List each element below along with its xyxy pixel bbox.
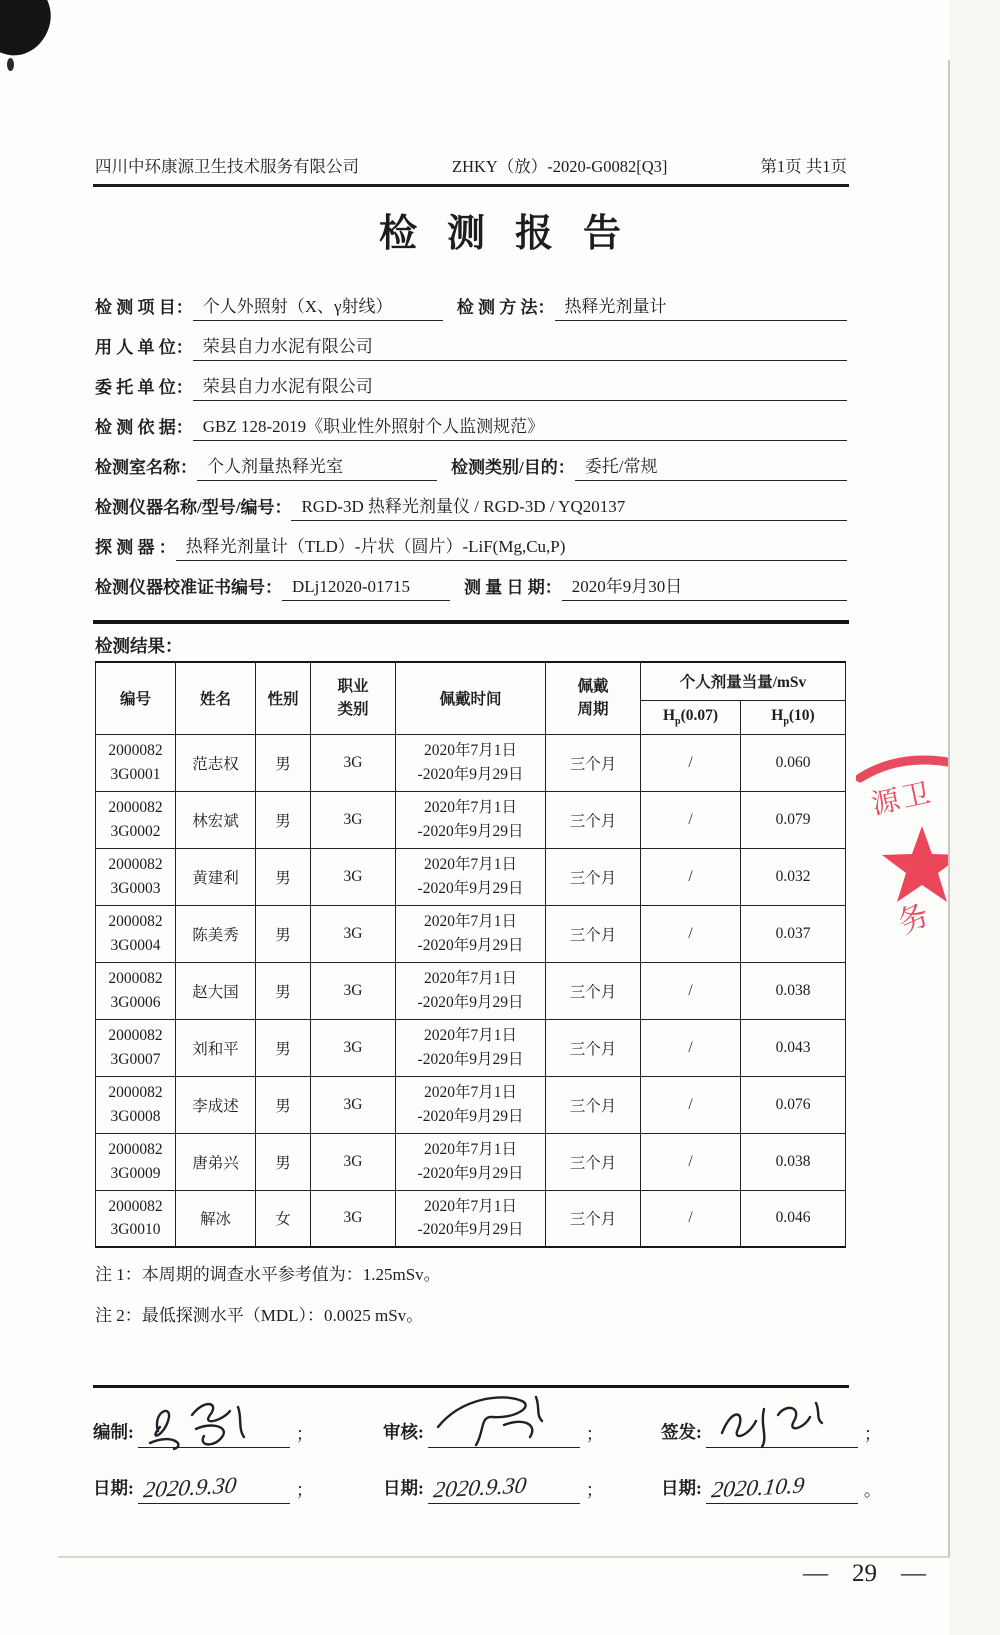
badge-id-line1: 2000082	[108, 1084, 163, 1102]
cell-wear-time	[396, 1019, 546, 1076]
test-method-label: 检 测 方 法：	[456, 298, 555, 317]
badge-id-line2: 3G0008	[110, 1107, 161, 1125]
report-number: ZHKY（放）-2020-G0082[Q3]	[451, 157, 668, 176]
col-header-id: 编号	[96, 662, 176, 734]
cell-wear-period: 三个月	[546, 1019, 641, 1076]
cell-job-category: 3G	[311, 1133, 396, 1190]
table-row	[96, 905, 846, 962]
prepared-by-separator: ；	[295, 1424, 314, 1444]
signature-issued	[710, 1393, 840, 1451]
badge-id-line1: 2000082	[108, 856, 163, 874]
cell-hp007: /	[641, 791, 741, 848]
company-seal-stamp	[856, 750, 948, 940]
cell-badge-id	[96, 1019, 176, 1076]
cell-hp10: 0.043	[741, 1019, 846, 1076]
header-divider	[93, 184, 849, 187]
note-1: 注 1：本周期的调查水平参考值为：1.25mSv。	[95, 1265, 441, 1284]
report-info-form	[95, 281, 847, 601]
wear-time-line1: 2020年7月1日	[423, 913, 517, 931]
document-header	[95, 153, 847, 177]
form-row	[95, 321, 847, 361]
results-table-body	[96, 734, 846, 1247]
employer-label: 用 人 单 位：	[95, 338, 193, 357]
issued-date-line	[706, 1458, 858, 1504]
wear-time-line2: -2020年9月29日	[417, 879, 524, 897]
hp-subscript: p	[675, 716, 681, 728]
cell-gender: 女	[256, 1190, 311, 1247]
cell-hp007: /	[641, 848, 741, 905]
results-table-header	[96, 662, 846, 734]
badge-id-line1: 2000082	[108, 1141, 163, 1159]
wear-time-line2: -2020年9月29日	[417, 1221, 524, 1239]
test-item-value: 个人外照射（X、γ射线）	[193, 292, 443, 321]
cell-name: 林宏斌	[176, 791, 256, 848]
badge-id-line1: 2000082	[108, 742, 163, 760]
table-row	[96, 962, 846, 1019]
cell-hp10: 0.060	[741, 734, 846, 791]
seal-arc	[860, 760, 948, 778]
hp007-arg: (0.07)	[680, 706, 719, 724]
test-basis-value: GBZ 128-2019《职业性外照射个人监测规范》	[193, 412, 847, 441]
badge-id-line2: 3G0006	[110, 993, 161, 1011]
cell-hp007: /	[641, 905, 741, 962]
cell-name: 解冰	[176, 1190, 256, 1247]
reviewed-by-block	[383, 1402, 661, 1448]
wear-time-line2: -2020年9月29日	[417, 765, 524, 783]
badge-id-line2: 3G0002	[110, 822, 161, 840]
form-row	[95, 481, 847, 521]
seal-text-fragment-1: 源卫	[869, 777, 937, 821]
cell-wear-period: 三个月	[546, 1076, 641, 1133]
instrument-label: 检测仪器名称/型号/编号：	[95, 498, 292, 517]
cell-gender: 男	[256, 1076, 311, 1133]
hp-subscript: p	[783, 716, 789, 728]
client-label: 委 托 单 位：	[95, 378, 193, 397]
badge-id-line2: 3G0007	[110, 1050, 161, 1068]
cell-name: 李成述	[176, 1076, 256, 1133]
detector-value: 热释光剂量计（TLD）-片状（圆片）-LiF(Mg,Cu,P)	[176, 532, 847, 561]
instrument-value: RGD-3D 热释光剂量仪 / RGD-3D / YQ20137	[291, 492, 847, 521]
badge-id-line2: 3G0010	[110, 1221, 161, 1239]
prepared-date-label: 日期:	[93, 1478, 134, 1498]
results-table	[95, 661, 846, 1248]
cell-name: 唐弟兴	[176, 1133, 256, 1190]
badge-id-line2: 3G0009	[110, 1164, 161, 1182]
signature-divider	[93, 1385, 849, 1388]
cell-badge-id	[96, 734, 176, 791]
cell-gender: 男	[256, 1019, 311, 1076]
cell-wear-time	[396, 962, 546, 1019]
col-header-job	[311, 662, 396, 734]
signature-reviewed	[432, 1393, 562, 1451]
badge-id-line1: 2000082	[108, 970, 163, 988]
cell-wear-time	[396, 1076, 546, 1133]
cell-wear-time	[396, 791, 546, 848]
cell-badge-id	[96, 848, 176, 905]
scan-speck	[7, 58, 14, 71]
cell-wear-period: 三个月	[546, 734, 641, 791]
col-header-hp10	[741, 700, 846, 734]
cell-job-category: 3G	[311, 962, 396, 1019]
reviewed-by-separator: ；	[585, 1424, 604, 1444]
reviewed-by-signature-line	[428, 1402, 580, 1448]
table-row	[96, 791, 846, 848]
col-header-job-line1: 职业	[337, 678, 369, 695]
prepared-date-line	[138, 1458, 290, 1504]
badge-id-line2: 3G0001	[110, 765, 161, 783]
reviewed-date-line	[428, 1458, 580, 1504]
prepared-date-value: 2020.9.30	[141, 1472, 238, 1503]
col-header-period-line1: 佩戴	[577, 678, 609, 695]
issued-by-label: 签发:	[661, 1422, 702, 1442]
wear-time-line1: 2020年7月1日	[423, 742, 517, 760]
cell-job-category: 3G	[311, 905, 396, 962]
cell-wear-time	[396, 1190, 546, 1247]
cell-badge-id	[96, 791, 176, 848]
section-divider-thick	[93, 620, 849, 624]
reviewed-date-value: 2020.9.30	[431, 1472, 528, 1503]
book-page-number	[803, 1560, 926, 1588]
cell-gender: 男	[256, 1133, 311, 1190]
table-row	[96, 1076, 846, 1133]
wear-time-line1: 2020年7月1日	[423, 970, 517, 988]
company-name: 四川中环康源卫生技术服务有限公司	[95, 157, 359, 176]
wear-time-line2: -2020年9月29日	[417, 1050, 524, 1068]
cell-badge-id	[96, 1076, 176, 1133]
cell-gender: 男	[256, 905, 311, 962]
reviewed-by-label: 审核:	[383, 1422, 424, 1442]
prepared-date-block	[93, 1458, 383, 1504]
wear-time-line2: -2020年9月29日	[417, 1107, 524, 1125]
cell-job-category: 3G	[311, 734, 396, 791]
employer-value: 荣县自力水泥有限公司	[193, 332, 847, 361]
issued-date-label: 日期:	[661, 1478, 702, 1498]
cell-hp10: 0.038	[741, 962, 846, 1019]
form-row	[95, 561, 847, 601]
cell-wear-period: 三个月	[546, 791, 641, 848]
cell-hp10: 0.032	[741, 848, 846, 905]
page-number-value: 29	[852, 1560, 877, 1587]
col-header-job-line2: 类别	[337, 701, 369, 719]
col-header-wear-time: 佩戴时间	[396, 662, 546, 734]
table-row	[96, 848, 846, 905]
cell-gender: 男	[256, 848, 311, 905]
cell-hp007: /	[641, 1190, 741, 1247]
page-number-dash-right: —	[901, 1560, 926, 1587]
cell-gender: 男	[256, 962, 311, 1019]
form-row	[95, 401, 847, 441]
wear-time-line2: -2020年9月29日	[417, 1164, 524, 1182]
col-header-gender: 性别	[256, 662, 311, 734]
issued-by-block	[661, 1402, 893, 1448]
hp10-arg: (10)	[788, 706, 815, 724]
test-category-value: 委托/常规	[575, 452, 847, 481]
cell-badge-id	[96, 1190, 176, 1247]
prepared-by-label: 编制:	[93, 1422, 134, 1442]
cell-name: 刘和平	[176, 1019, 256, 1076]
badge-id-line1: 2000082	[108, 799, 163, 817]
page-title: 检测报告	[378, 213, 651, 255]
form-row	[95, 281, 847, 321]
test-item-label: 检 测 项 目：	[95, 298, 193, 317]
detector-label: 探 测 器 ：	[95, 538, 176, 557]
cell-hp007: /	[641, 1019, 741, 1076]
col-header-period-line2: 周期	[577, 701, 609, 719]
cell-wear-period: 三个月	[546, 905, 641, 962]
cell-hp10: 0.038	[741, 1133, 846, 1190]
wear-time-line2: -2020年9月29日	[417, 936, 524, 954]
issued-date-separator: 。	[863, 1480, 882, 1500]
hp-symbol: H	[662, 706, 676, 724]
prepared-by-signature-line	[138, 1402, 290, 1448]
col-header-name: 姓名	[176, 662, 256, 734]
cell-wear-period: 三个月	[546, 1133, 641, 1190]
form-row	[95, 361, 847, 401]
seal-text-fragment-2: 务	[893, 898, 935, 940]
wear-time-line1: 2020年7月1日	[423, 1084, 517, 1102]
prepared-date-separator: ；	[295, 1480, 314, 1500]
hp-symbol: H	[771, 706, 784, 724]
prepared-by-block	[93, 1402, 383, 1448]
wear-time-line2: -2020年9月29日	[417, 993, 524, 1011]
badge-id-line1: 2000082	[108, 1198, 163, 1215]
cell-wear-period: 三个月	[546, 1190, 641, 1247]
table-row	[96, 1190, 846, 1247]
wear-time-line1: 2020年7月1日	[423, 1027, 517, 1045]
lab-name-label: 检测室名称：	[95, 458, 197, 477]
badge-id-line1: 2000082	[108, 1027, 163, 1045]
cell-job-category: 3G	[311, 848, 396, 905]
signature-names-row	[93, 1402, 893, 1448]
col-header-hp007	[641, 700, 741, 734]
cell-wear-period: 三个月	[546, 848, 641, 905]
cell-hp10: 0.037	[741, 905, 846, 962]
cell-wear-time	[396, 734, 546, 791]
reviewed-date-label: 日期:	[383, 1478, 424, 1498]
test-category-label: 检测类别/目的：	[451, 458, 575, 477]
cell-hp10: 0.079	[741, 791, 846, 848]
cell-job-category: 3G	[311, 791, 396, 848]
cell-hp10: 0.076	[741, 1076, 846, 1133]
cell-wear-time	[396, 1133, 546, 1190]
cell-job-category: 3G	[311, 1076, 396, 1133]
reviewed-date-block	[383, 1458, 661, 1504]
notes	[95, 1260, 441, 1342]
issued-by-separator: ；	[863, 1424, 882, 1444]
measure-date-label: 测 量 日 期：	[464, 578, 562, 597]
measure-date-value: 2020年9月30日	[562, 572, 847, 601]
reviewed-date-separator: ；	[585, 1480, 604, 1500]
cell-gender: 男	[256, 734, 311, 791]
cell-job-category: 3G	[311, 1190, 396, 1247]
note-2: 注 2：最低探测水平（MDL）：0.0025 mSv。	[95, 1306, 424, 1325]
lab-name-value: 个人剂量热释光室	[197, 452, 437, 481]
cell-name: 赵大国	[176, 962, 256, 1019]
cell-badge-id	[96, 1133, 176, 1190]
cell-wear-time	[396, 905, 546, 962]
scan-corner-artifact	[0, 0, 60, 64]
wear-time-line1: 2020年7月1日	[423, 799, 517, 817]
issued-date-value: 2020.10.9	[709, 1472, 806, 1503]
col-header-period	[546, 662, 641, 734]
cell-name: 黄建利	[176, 848, 256, 905]
calibration-cert-label: 检测仪器校准证书编号：	[95, 578, 282, 597]
seal-star-icon	[882, 826, 948, 902]
form-row	[95, 441, 847, 481]
test-method-value: 热释光剂量计	[555, 292, 848, 321]
results-section-title: 检测结果：	[95, 636, 183, 656]
wear-time-line1: 2020年7月1日	[423, 1198, 517, 1215]
wear-time-line2: -2020年9月29日	[417, 822, 524, 840]
issued-date-block	[661, 1458, 893, 1504]
badge-id-line2: 3G0004	[110, 936, 161, 954]
form-row	[95, 521, 847, 561]
cell-wear-time	[396, 848, 546, 905]
page-info: 第1页 共1页	[760, 157, 847, 176]
cell-gender: 男	[256, 791, 311, 848]
signature-dates-row	[93, 1458, 893, 1504]
table-row	[96, 1133, 846, 1190]
cell-name: 范志权	[176, 734, 256, 791]
page-edge-right	[948, 60, 950, 1558]
cell-hp007: /	[641, 962, 741, 1019]
col-header-dose-group: 个人剂量当量/mSv	[641, 662, 846, 700]
cell-name: 陈美秀	[176, 905, 256, 962]
page-number-dash-left: —	[803, 1560, 828, 1587]
page-edge-bottom	[58, 1556, 950, 1558]
wear-time-line1: 2020年7月1日	[423, 856, 517, 874]
signature-prepared	[142, 1393, 272, 1451]
cell-hp10: 0.046	[741, 1190, 846, 1247]
test-basis-label: 检 测 依 据：	[95, 418, 193, 437]
cell-badge-id	[96, 962, 176, 1019]
badge-id-line2: 3G0003	[110, 879, 161, 897]
calibration-cert-value: DLj12020-01715	[282, 577, 450, 601]
client-value: 荣县自力水泥有限公司	[193, 372, 847, 401]
issued-by-signature-line	[706, 1402, 858, 1448]
cell-wear-period: 三个月	[546, 962, 641, 1019]
cell-hp007: /	[641, 734, 741, 791]
cell-hp007: /	[641, 1076, 741, 1133]
wear-time-line1: 2020年7月1日	[423, 1141, 517, 1159]
cell-hp007: /	[641, 1133, 741, 1190]
table-row	[96, 1019, 846, 1076]
cell-badge-id	[96, 905, 176, 962]
badge-id-line1: 2000082	[108, 913, 163, 931]
cell-job-category: 3G	[311, 1019, 396, 1076]
table-row	[96, 734, 846, 791]
